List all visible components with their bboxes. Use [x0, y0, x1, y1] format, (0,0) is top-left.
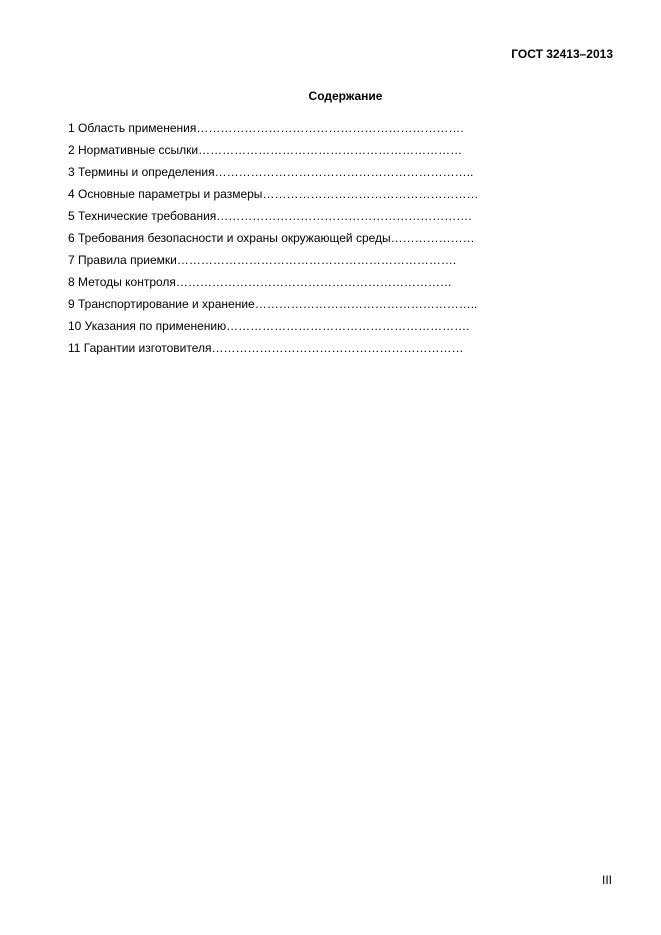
toc-item-label: 9 Транспортирование и хранение — [68, 297, 255, 311]
toc-leader-dots: ………………………………………………………. — [216, 209, 472, 223]
toc-leader-dots: ……………………………………………….. — [254, 297, 478, 311]
toc-item-label: 6 Требования безопасности и охраны окружающей среды — [68, 231, 391, 245]
toc-item-label: 7 Правила приемки — [68, 253, 177, 267]
toc-item-label: 5 Технические требования — [68, 209, 217, 223]
toc-leader-dots: …………………………………………………………. — [196, 121, 464, 135]
toc-item-transport-storage[interactable] — [68, 293, 528, 315]
toc-item-label: 2 Нормативные ссылки — [68, 143, 199, 157]
toc-item-test-methods[interactable] — [68, 271, 528, 293]
toc-leader-dots: ………………… — [390, 231, 475, 245]
toc-leader-dots: ……………………………………………………………. — [176, 253, 457, 267]
toc-item-label: 8 Методы контроля — [68, 275, 176, 289]
toc-title: Содержание — [308, 89, 383, 103]
toc-item-terms-definitions[interactable] — [68, 161, 528, 183]
toc-leader-dots: ……………………………………………… — [262, 187, 479, 201]
toc-item-label: 4 Основные параметры и размеры — [68, 187, 263, 201]
toc-leader-dots: ………………………………………………………… — [198, 143, 463, 157]
toc-item-manufacturer-warranty[interactable] — [68, 337, 528, 359]
document-code: ГОСТ 32413–2013 — [511, 47, 613, 61]
toc-item-normative-references[interactable] — [68, 139, 528, 161]
toc-leader-dots: ……………………………………………………. — [226, 319, 470, 333]
toc-item-label: 3 Термины и определения — [68, 165, 215, 179]
toc-leader-dots: ……………………………………………………….. — [214, 165, 474, 179]
toc-item-technical-requirements[interactable] — [68, 205, 528, 227]
toc-item-scope[interactable] — [68, 117, 528, 139]
toc-leader-dots: …………………………………………………………… — [175, 275, 452, 289]
page-number: III — [601, 873, 612, 887]
toc-item-usage-instructions[interactable] — [68, 315, 528, 337]
toc-item-label: 11 Гарантии изготовителя — [68, 341, 212, 355]
table-of-contents — [68, 117, 528, 359]
toc-item-main-parameters[interactable] — [68, 183, 528, 205]
toc-item-label: 10 Указания по применению — [68, 319, 227, 333]
toc-leader-dots: ……………………………………………………… — [211, 341, 464, 355]
toc-item-label: 1 Область применения — [68, 121, 197, 135]
toc-item-safety-environment[interactable] — [68, 227, 528, 249]
toc-item-acceptance-rules[interactable] — [68, 249, 528, 271]
